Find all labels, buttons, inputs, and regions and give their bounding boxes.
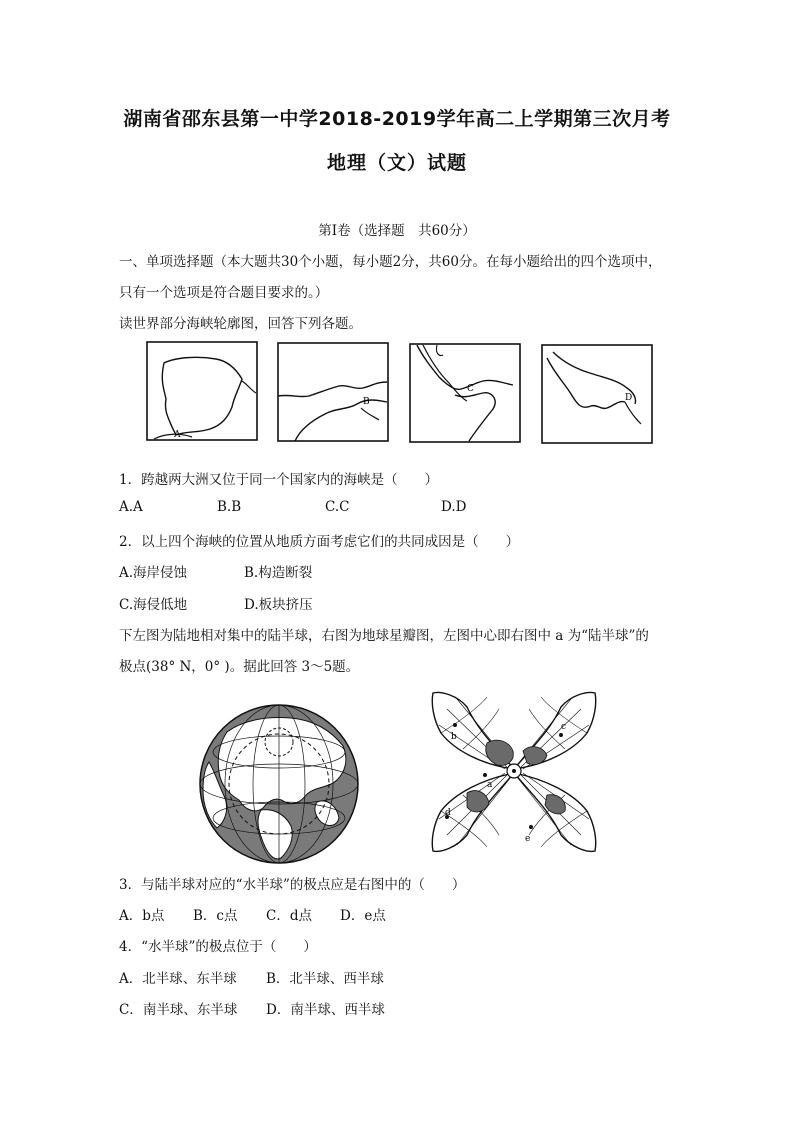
strait-intro: 读世界部分海峡轮廓图，回答下列各题。 <box>119 316 362 332</box>
q3-stem: 3．与陆半球对应的“水半球”的极点应是右图中的（ ） <box>119 877 466 893</box>
q4-stem: 4．“水半球”的极点位于（ ） <box>119 939 317 955</box>
exam-title: 湖南省邵东县第一中学2018-2019学年高二上学期第三次月考 <box>123 108 671 130</box>
q1-option-d: D.D <box>441 499 467 515</box>
star-petal-map <box>427 689 601 855</box>
strait-map-b <box>277 342 389 442</box>
star-label-b: b <box>451 732 457 742</box>
intro2-line-2: 极点(38° N，0° )。据此回答 3～5题。 <box>119 659 360 675</box>
q3-option-c: C．d点 <box>266 908 312 924</box>
q2-stem: 2．以上四个海峡的位置从地质方面考虑它们的共同成因是（ ） <box>119 534 520 550</box>
q3-option-d: D．e点 <box>340 908 386 924</box>
instruction-line-2: 只有一个选项是符合题目要求的。） <box>119 285 329 301</box>
strait-label-b: B <box>363 397 370 407</box>
land-hemisphere-globe <box>197 702 361 866</box>
q4-option-a: A．北半球、东半球 <box>119 971 237 987</box>
star-label-a: a <box>487 780 493 790</box>
intro2-line-1: 下左图为陆地相对集中的陆半球，右图为地球星瓣图，左图中心即右图中 a 为“陆半球”的 <box>119 628 649 644</box>
instruction-line-1: 一、单项选择题（本大题共30个小题，每小题2分，共60分。在每小题给出的四个选项中， <box>119 254 662 270</box>
exam-subtitle: 地理（文）试题 <box>326 152 467 174</box>
strait-label-d: D <box>625 393 633 403</box>
strait-map-a <box>146 341 258 441</box>
section-heading: 第Ⅰ卷（选择题 共60分） <box>318 223 476 239</box>
q2-option-d: D.板块挤压 <box>244 597 313 613</box>
q2-option-a: A.海岸侵蚀 <box>119 565 188 581</box>
q3-option-a: A．b点 <box>119 908 165 924</box>
q4-option-b: B．北半球、西半球 <box>266 971 384 987</box>
star-label-e: e <box>525 834 531 844</box>
strait-map-c <box>409 343 521 443</box>
q2-option-c: C.海侵低地 <box>119 597 188 613</box>
star-label-d: d <box>445 808 451 818</box>
q1-stem: 1．跨越两大洲又位于同一个国家内的海峡是（ ） <box>119 472 439 488</box>
strait-map-d <box>541 344 653 444</box>
q2-option-b: B.构造断裂 <box>244 565 313 581</box>
q4-option-d: D．南半球、西半球 <box>266 1002 385 1018</box>
q1-option-a: A.A <box>119 499 143 515</box>
q1-option-c: C.C <box>325 499 350 515</box>
q1-option-b: B.B <box>217 499 242 515</box>
strait-label-c: C <box>467 384 474 394</box>
q4-option-c: C．南半球、东半球 <box>119 1002 238 1018</box>
q3-option-b: B．c点 <box>193 908 238 924</box>
star-label-c: c <box>561 722 567 732</box>
strait-label-a: A <box>174 430 181 440</box>
